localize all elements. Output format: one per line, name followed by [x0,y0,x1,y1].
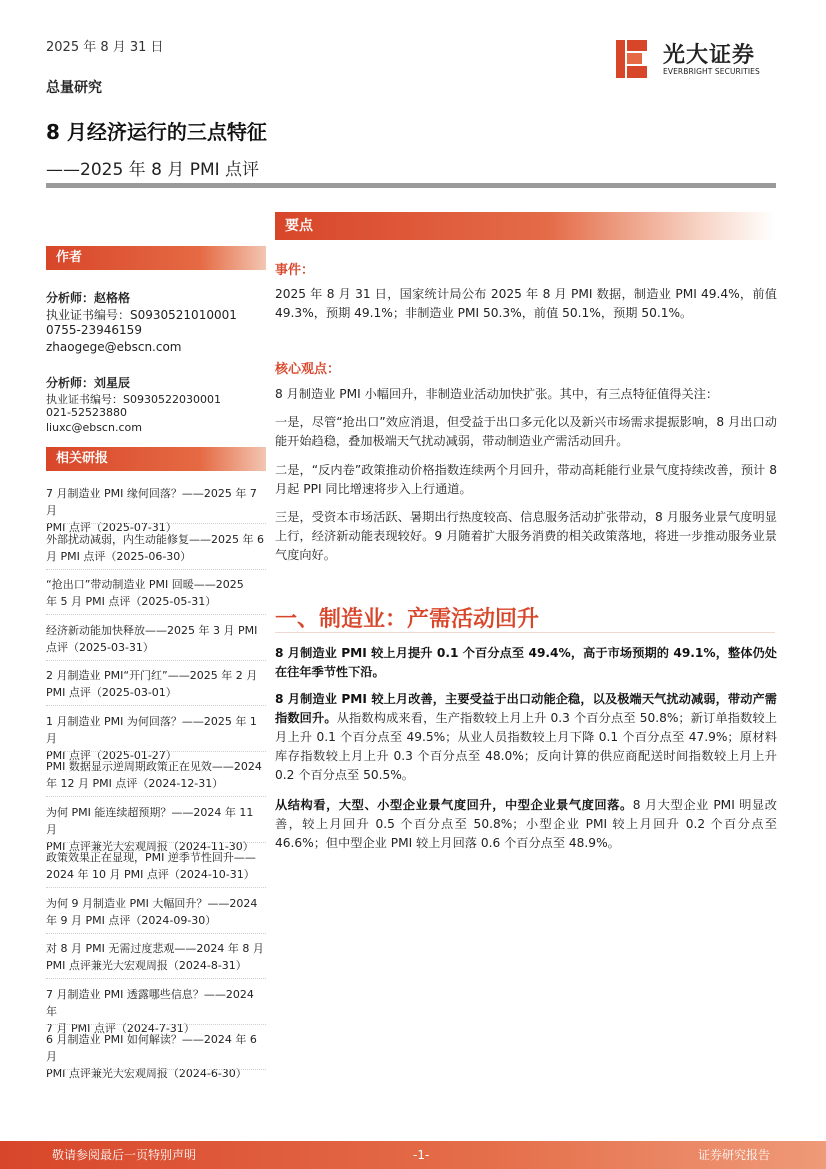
related-report-line2: 年 9 月 PMI 点评（2024-09-30） [46,913,217,927]
event-text: 2025 年 8 月 31 日，国家统计局公布 2025 年 8 月 PMI 数据，制造业 PMI 49.4%，前值 49.3%，预期 49.1%；非制造业 PMI 50.3%，前值 50.1%，预期 50.1%。 [275,287,777,320]
footer-report-type: 证券研究报告 [697,1148,770,1162]
related-report-item[interactable] [46,986,266,1037]
related-report-item[interactable] [46,576,266,610]
author-1-phone: 0755-23946159 [46,323,142,337]
related-report-line2: PMI 点评（2025-03-01） [46,686,177,699]
report-title: 8 月经济运行的三点特征 [46,120,267,144]
related-report-divider [46,978,266,979]
section-1-para-2: 8 月制造业 PMI 较上月改善，主要受益于出口动能企稳，以及极端天气扰动减弱，带动产需指数回升。从指数构成来看，生产指数较上月上升 0.3 个百分点至 50.8%；新订单指数较上月上升 0.1 个百分点至 49.5%；从业人员指数较上月下降 0.1 个百分点至 47.9%；原材料库存指数较上月上升 0.3 个百分点至 48.0%；反向计算的供应商配送时间指数较上月上升 0.2 个百分点至 50.5%。 [275,692,777,782]
header-divider [46,183,776,188]
related-report-item[interactable] [46,667,266,701]
report-category: 总量研究 [46,80,102,96]
related-report-item[interactable] [46,758,266,792]
author-2-cert: 执业证书编号：S0930522030001 [46,393,221,406]
author-1-email[interactable]: zhaogege@ebscn.com [46,340,182,354]
core-para-1: 8 月制造业 PMI 小幅回升，非制造业活动加快扩张。其中，有三点特征值得关注： [275,387,719,401]
section-1-para-3: 从结构看，大型、小型企业景气度回升，中型企业景气度回落。8 月大型企业 PMI 明显改善，较上月回升 0.5 个百分点至 50.8%；小型企业 PMI 较上月回升 0.2 个百分点至 46.6%；但中型企业 PMI 较上月回落 0.6 个百分点至 48.9%。 [275,798,777,850]
event-label: 事件： [275,263,315,278]
related-report-divider [46,660,266,661]
authors-header: 作者 [46,246,266,270]
related-report-line2: 7 月 PMI 点评（2024-7-31） [46,1021,195,1035]
related-report-line1: 为何 PMI 能连续超预期？——2024 年 11 月 [46,805,254,836]
related-report-line1: 6 月制造业 PMI 如何解读？——2024 年 6 月 [46,1033,257,1063]
related-report-line2: PMI 点评兼光大宏观周报（2024-6-30） [46,1067,247,1080]
related-report-divider [46,705,266,706]
related-report-line2: 2024 年 10 月 PMI 点评（2024-10-31） [46,868,255,881]
page-number: -1- [413,1148,430,1162]
related-report-divider [46,1024,266,1025]
related-report-line2: PMI 点评兼光大宏观周报（2024-8-31） [46,959,247,972]
related-report-line1: 对 8 月 PMI 无需过度悲观——2024 年 8 月 [46,942,264,955]
report-subtitle: ——2025 年 8 月 PMI 点评 [46,160,260,180]
core-view-label: 核心观点： [275,362,341,377]
related-report-line1: 经济新动能加快释放——2025 年 3 月 PMI [46,623,258,637]
related-report-item[interactable] [46,531,266,565]
related-report-line1: 2 月制造业 PMI“开门红”——2025 年 2 月 [46,669,258,682]
related-report-item[interactable] [46,804,266,855]
related-report-divider [46,842,266,843]
report-date: 2025 年 8 月 31 日 [46,40,164,55]
related-report-line2: 年 12 月 PMI 点评（2024-12-31） [46,777,224,790]
section-1-title: 一、制造业：产需活动回升 [275,607,540,632]
related-report-item[interactable] [46,849,266,883]
related-report-item[interactable] [46,1031,266,1082]
core-para-4: 三是，受资本市场活跃、暑期出行热度较高、信息服务活动扩张带动，8 月服务业景气度明显上行，经济新动能表现较好。9 月随着扩大服务消费的相关政策落地，将进一步推动服务业景气度向好。 [275,510,777,562]
related-report-line1: “抢出口”带动制造业 PMI 回暖——2025 [46,578,244,591]
related-report-item[interactable] [46,485,266,536]
related-report-line2: PMI 点评（2025-01-27） [46,748,177,762]
related-report-line1: 外部扰动减弱，内生动能修复——2025 年 6 [46,532,264,546]
related-report-divider [46,614,266,615]
related-report-divider [46,796,266,797]
related-report-item[interactable] [46,895,266,929]
related-report-item[interactable] [46,622,266,656]
related-reports-header: 相关研报 [46,447,266,471]
related-report-line2: 月 PMI 点评（2025-06-30） [46,549,192,563]
logo-name: 光大证券 [663,43,756,68]
related-report-line2: 年 5 月 PMI 点评（2025-05-31） [46,595,217,608]
author-2-name: 分析师：刘星辰 [46,376,131,390]
related-report-divider [46,933,266,934]
related-report-line1: PMI 数据显示逆周期政策正在见效——2024 [46,760,262,773]
related-report-divider [46,1069,266,1070]
keypoints-header: 要点 [275,212,775,240]
core-para-2: 一是，尽管“抢出口”效应消退，但受益于出口多元化以及新兴市场需求提振影响，8 月出口动能开始趋稳，叠加极端天气扰动减弱，带动制造业产需活动回升。 [275,415,777,448]
related-report-item[interactable] [46,713,266,764]
related-report-line1: 为何 9 月制造业 PMI 大幅回升？——2024 [46,896,258,910]
related-report-divider [46,751,266,752]
related-report-divider [46,523,266,524]
author-1-cert: 执业证书编号：S0930521010001 [46,308,237,322]
page-footer [0,1141,826,1169]
author-2-phone: 021-52523880 [46,406,127,419]
everbright-logo-icon [612,38,656,80]
related-report-line1: 7 月制造业 PMI 透露哪些信息？——2024 年 [46,987,254,1018]
related-report-line1: 7 月制造业 PMI 缘何回落？——2025 年 7 月 [46,487,257,517]
company-logo [612,38,772,80]
section-1-para-1: 8 月制造业 PMI 较上月提升 0.1 个百分点至 49.4%，高于市场预期的 49.1%，整体仍处在往年季节性下沿。 [275,646,777,679]
related-report-line2: 点评（2025-03-31） [46,640,154,654]
section-1-divider [275,632,775,633]
related-report-line2: PMI 点评（2025-07-31） [46,521,177,534]
related-report-item[interactable] [46,940,266,974]
related-report-divider [46,569,266,570]
related-report-line1: 1 月制造业 PMI 为何回落？——2025 年 1 月 [46,714,257,745]
logo-subtitle: EVERBRIGHT SECURITIES [663,67,760,76]
related-report-line1: 政策效果正在显现，PMI 逆季节性回升—— [46,851,256,864]
footer-disclaimer[interactable]: 敬请参阅最后一页特别声明 [52,1148,197,1162]
author-2-email[interactable]: liuxc@ebscn.com [46,421,142,434]
core-para-3: 二是，“反内卷”政策推动价格指数连续两个月回升，带动高耗能行业景气度持续改善，预计 8 月起 PPI 同比增速将步入上行通道。 [275,463,777,496]
author-1-name: 分析师：赵格格 [46,291,131,305]
related-report-line2: PMI 点评兼光大宏观周报（2024-11-30） [46,839,254,853]
related-report-divider [46,887,266,888]
